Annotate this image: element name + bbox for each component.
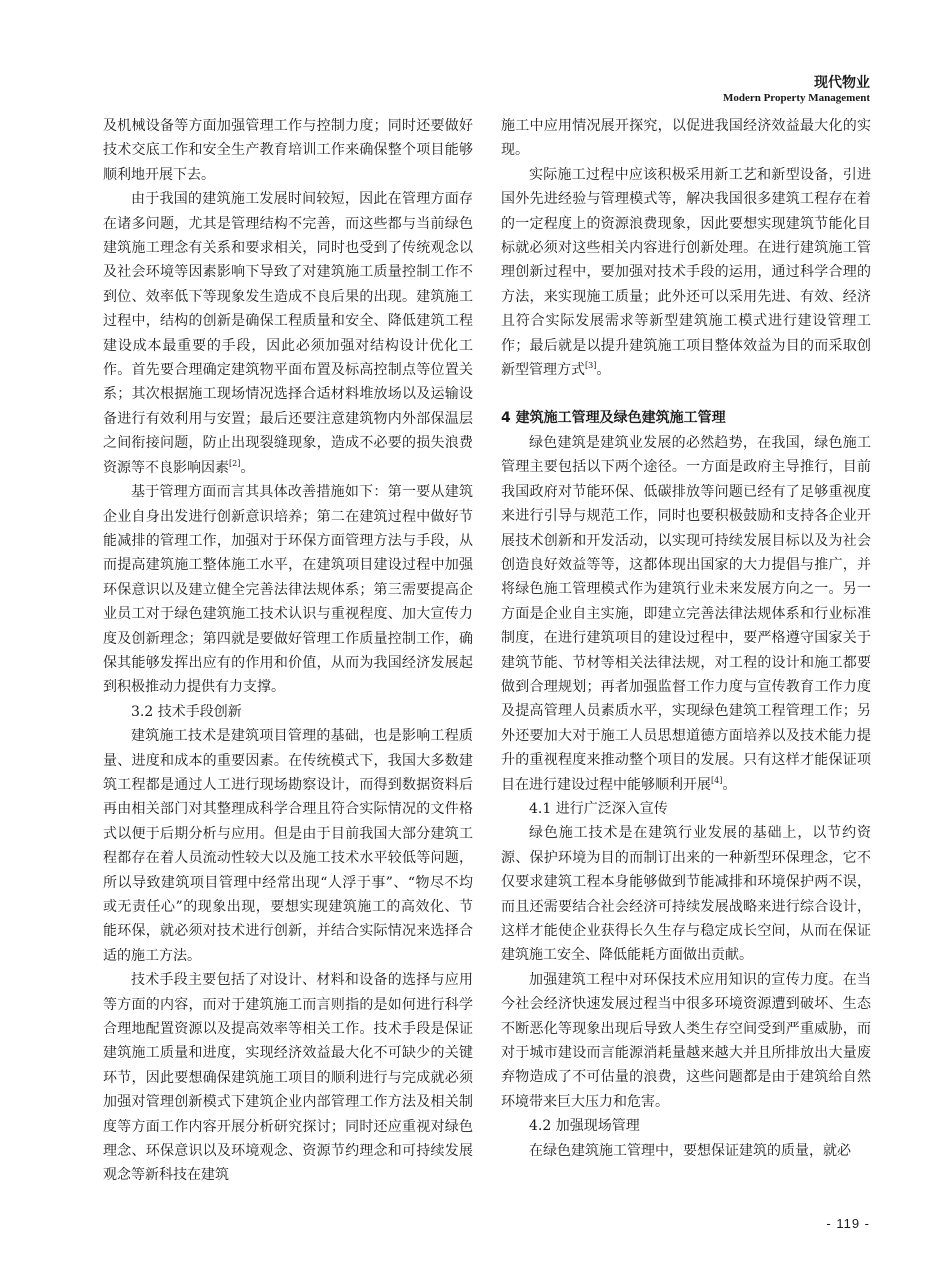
- section-heading-4-1: 4.1 进行广泛深入宣传: [529, 800, 668, 817]
- section-heading-4: 4 建筑施工管理及绿色建筑施工管理: [501, 410, 726, 427]
- paragraph-end: 。: [240, 459, 255, 476]
- paragraph: 建筑施工技术是建筑项目管理的基础，也是影响工程质量、进度和成本的重要因素。在传统模式下，我国大多数建筑工程都是通过人工进行现场勘察设计，而得到数据资料后再由相关部门对其整理成科学合理且符合实际情况的文件格式以便于后期分析与应用。但是由于目前我国大部分建筑工程都存在着人员流动性较大以及施工技术水平较低等问题，所以导致建筑项目管理中经常出现“人浮于事”、“物尽不均或无责任心”的现象出现，要想实现建筑施工的高效化、节能环保，就必须对技术进行创新，并结合实际情况来选择合适的施工方法。: [103, 728, 473, 964]
- paragraph: [501, 163, 871, 383]
- paragraph: 技术手段主要包括了对设计、材料和设备的选择与应用等方面的内容，而对于建筑施工而言则指的是如何进行科学合理地配置资源以及提高效率等相关工作。技术手段是保证建筑施工质量和进度，实现经济效益最大化不可缺少的关键环节，因此要想确保建筑施工项目的顺利进行与完成就必须加强对管理创新模式下建筑企业内部管理工作方法及相关制度等方面工作内容开展分析研究探讨；同时还应重视对绿色理念、环保意识以及环境观念、资源节约理念和可持续发展观念等新科技在建筑: [103, 972, 473, 1184]
- journal-title-cn: 现代物业: [814, 75, 870, 91]
- citation-ref: [2]: [229, 458, 241, 468]
- paragraph: 加强建筑工程中对环保技术应用知识的宣传力度。在当今社会经济快速发展过程当中很多环境资源遭到破坏、生态不断恶化等现象出现后导致人类生存空间受到严重威胁，而对于城市建设而言能源消耗量越来越大并且所排放出大量废弃物造成了不可估量的浪费，这些问题都是由于建筑给自然环境带来巨大压力和危害。: [501, 971, 871, 1110]
- page-number: - 119 -: [826, 1216, 870, 1231]
- paragraph: 及机械设备等方面加强管理工作与控制力度；同时还要做好技术交底工作和安全生产教育培训工作来确保整个项目能够顺利地开展下去。: [103, 118, 473, 183]
- section-heading-3-2: 3.2 技术手段创新: [131, 703, 242, 720]
- paragraph-text: 绿色建筑是建筑业发展的必然趋势，在我国，绿色施工管理主要包括以下两个途径。一方面是政府主导推行，目前我国政府对节能环保、低碳排放等问题已经有了足够重视度来进行引导与规范工作，同时也要积极鼓励和支持各企业开展技术创新和开发活动，以实现可持续发展目标以及为社会创造良好效益等等，这都体现出国家的大力提倡与推广，并将绿色施工管理模式作为建筑行业未来发展方向之一。另一方面是企业自主实施，即建立完善法律法规体系和行业标准制度，在进行建筑项目的建设过程中，要严格遵守国家关于建筑节能、节材等相关法律法规，对工程的设计和施工都要做到合理规划；再者加强监督工作力度与宣传教育工作力度及提高管理人员素质水平，实现绿色建筑工程管理工作；另外还要加大对于施工人员思想道德方面培养以及技术能力提升的重视程度来推动整个项目的发展。只有这样才能保证项目在进行建设过程中能够顺利开展: [501, 434, 871, 793]
- section-heading-4-2: 4.2 加强现场管理: [529, 1118, 640, 1135]
- paragraph: 在绿色建筑施工管理中，要想保证建筑的质量，就必: [529, 1142, 851, 1159]
- right-column: [501, 114, 871, 1163]
- paragraph: 基于管理方面而言其具体改善措施如下：第一要从建筑企业自身出发进行创新意识培养；第二在建筑过程中做好节能减排的管理工作，加强对于环保方面管理方法与手段，从而提高建筑施工整体施工水平，在建筑项目建设过程中加强环保意识以及建立健全完善法律法规体系；第三需要提高企业员工对于绿色建筑施工技术认识与重视程度、加大宣传力度及创新理念；第四就是要做好管理工作质量控制工作，确保其能够发挥出应有的作用和价值，从而为我国经济发展起到积极推动力提供有力支撑。: [103, 484, 473, 696]
- citation-ref: [4]: [711, 775, 723, 785]
- paragraph: [103, 187, 473, 480]
- paragraph-text: 实际施工过程中应该积极采用新工艺和新型设备，引进国外先进经验与管理模式等，解决我国很多建筑工程存在着的一定程度上的资源浪费现象，因此要想实现建筑节能化目标就必须对这些相关内容进行创新处理。在进行建筑施工管理创新过程中，要加强对技术手段的运用，通过科学合理的方法，来实现施工质量；此外还可以采用先进、有效、经济且符合实际发展需求等新型建筑施工模式进行建设管理工作；最后就是以提升建筑施工项目整体效益为目的而采取创新型管理方式: [501, 166, 871, 379]
- citation-ref: [3]: [585, 361, 597, 371]
- left-column: [103, 114, 473, 1188]
- paragraph-end: 。: [722, 776, 737, 793]
- paragraph: 绿色施工技术是在建筑行业发展的基础上，以节约资源、保护环境为目的而制订出来的一种新型环保理念，它不仅要求建筑工程本身能够做到节能减排和环境保护两不误，而且还需要结合社会经济可持续发展战略来进行综合设计，这样才能使企业获得长久生存与稳定成长空间，从而在保证建筑施工安全、降低能耗方面做出贡献。: [501, 825, 871, 964]
- paragraph-end: 。: [596, 362, 611, 379]
- paragraph: [501, 431, 871, 797]
- journal-masthead: [723, 74, 870, 105]
- paragraph-text: 由于我国的建筑施工发展时间较短，因此在管理方面存在诸多问题，尤其是管理结构不完善，而这些都与当前绿色建筑施工理念有关系和要求相关，同时也受到了传统观念以及社会环境等因素影响下导致了对建筑施工质量控制工作不到位、效率低下等现象发生造成不良后果的出现。建筑施工过程中，结构的创新是确保工程质量和安全、降低建筑工程建设成本最重要的手段，因此必须加强对结构设计优化工作。首先要合理确定建筑物平面布置及标高控制点等位置关系；其次根据施工现场情况选择合适材料堆放场以及运输设备进行有效利用与安置；最后还要注意建筑物内外部保温层之间衔接问题，防止出现裂缝现象，造成不必要的损失浪费资源等不良影响因素: [103, 191, 473, 476]
- paragraph: 施工中应用情况展开探究，以促进我国经济效益最大化的实现。: [501, 118, 871, 159]
- journal-title-en: Modern Property Management: [722, 92, 870, 104]
